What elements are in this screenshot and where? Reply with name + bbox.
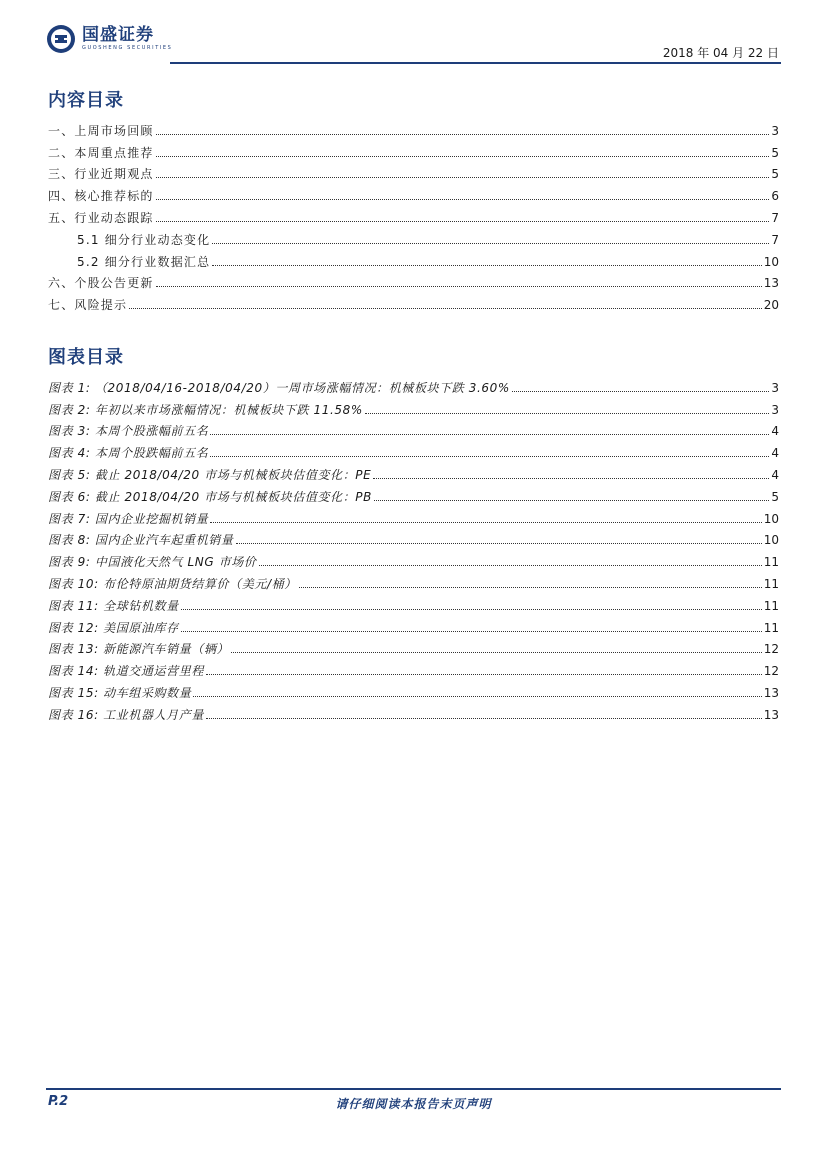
- toc-page-number: 11: [763, 555, 779, 570]
- toc-entry-label: 图表 1: （2018/04/16-2018/04/20）一周市场涨幅情况：机械板块下跌 3.60%: [48, 380, 510, 395]
- dot-leader: [210, 433, 769, 435]
- toc-page-number: 11: [763, 620, 779, 635]
- toc-page-number: 5: [771, 167, 779, 182]
- dot-leader: [206, 673, 762, 675]
- toc-entry-label: 5.2 细分行业数据汇总: [77, 254, 211, 269]
- toc-page-number: 10: [763, 533, 779, 548]
- figure-toc-entry[interactable]: [48, 482, 779, 504]
- figure-toc-entry[interactable]: [48, 438, 779, 460]
- toc-entry-label: 一、上周市场回顾: [48, 123, 154, 138]
- logo-english-name: GUOSHENG SECURITIES: [82, 45, 173, 51]
- toc-page-number: 4: [771, 424, 779, 439]
- disclaimer-note: 请仔细阅读本报告末页声明: [335, 1097, 492, 1111]
- page-number: P.2: [48, 1094, 69, 1109]
- toc-entry-label: 5.1 细分行业动态变化: [77, 232, 211, 247]
- dot-leader: [156, 155, 770, 157]
- figure-toc-title: 图表目录: [48, 347, 124, 368]
- toc-entry-label: 二、本周重点推荐: [48, 145, 154, 160]
- report-date: 2018 年 04 月 22 日: [662, 46, 779, 60]
- guosheng-logo-icon: [46, 24, 76, 54]
- page-header: [0, 0, 827, 64]
- toc-page-number: 20: [763, 298, 779, 313]
- company-logo: [46, 24, 172, 54]
- toc-page-number: 12: [763, 664, 779, 679]
- header-divider: [170, 62, 781, 64]
- toc-page-number: 13: [763, 707, 779, 722]
- toc-entry-label: 图表 3: 本周个股涨幅前五名: [48, 424, 209, 439]
- dot-leader: [365, 412, 769, 414]
- toc-entry[interactable]: [48, 247, 779, 269]
- toc-page-number: 12: [763, 642, 779, 657]
- toc-page-number: 3: [771, 380, 779, 395]
- content-toc: [48, 116, 779, 312]
- toc-entry-label: 七、风险提示: [48, 298, 128, 313]
- figure-toc-entry[interactable]: [48, 460, 779, 482]
- toc-entry[interactable]: [48, 290, 779, 312]
- dot-leader: [212, 242, 769, 244]
- dot-leader: [181, 630, 762, 632]
- dot-leader: [129, 307, 762, 309]
- toc-entry-label: 图表 5: 截止 2018/04/20 市场与机械板块估值变化：PE: [48, 467, 372, 482]
- toc-entry-label: 图表 8: 国内企业汽车起重机销量: [48, 533, 234, 548]
- figure-toc-entry[interactable]: [48, 613, 779, 635]
- toc-entry-label: 图表 14: 轨道交通运营里程: [48, 664, 204, 679]
- figure-toc-entry[interactable]: [48, 700, 779, 722]
- toc-entry[interactable]: [48, 160, 779, 182]
- toc-entry[interactable]: [48, 116, 779, 138]
- dot-leader: [373, 477, 769, 479]
- figure-toc-entry[interactable]: [48, 526, 779, 548]
- toc-entry-label: 五、行业动态跟踪: [48, 210, 154, 225]
- toc-entry-label: 三、行业近期观点: [48, 167, 154, 182]
- toc-page-number: 3: [771, 402, 779, 417]
- dot-leader: [181, 608, 762, 610]
- figure-toc-entry[interactable]: [48, 417, 779, 439]
- toc-page-number: 6: [771, 189, 779, 204]
- toc-page-number: 11: [763, 576, 779, 591]
- toc-page-number: 4: [771, 446, 779, 461]
- dot-leader: [210, 521, 761, 523]
- toc-entry[interactable]: [48, 269, 779, 291]
- dot-leader: [156, 198, 770, 200]
- dot-leader: [512, 390, 769, 392]
- figure-toc-entry[interactable]: [48, 635, 779, 657]
- figure-toc-entry[interactable]: [48, 504, 779, 526]
- toc-entry-label: 图表 16: 工业机器人月产量: [48, 707, 204, 722]
- figure-toc-entry[interactable]: [48, 656, 779, 678]
- toc-page-number: 10: [763, 511, 779, 526]
- dot-leader: [156, 220, 770, 222]
- toc-entry-label: 四、核心推荐标的: [48, 189, 154, 204]
- toc-page-number: 5: [771, 145, 779, 160]
- logo-chinese-name: 国盛证券: [82, 25, 154, 45]
- figure-toc-entry[interactable]: [48, 373, 779, 395]
- toc-entry-label: 图表 6: 截止 2018/04/20 市场与机械板块估值变化：PB: [48, 489, 372, 504]
- dot-leader: [156, 133, 770, 135]
- dot-leader: [299, 586, 762, 588]
- toc-page-number: 13: [763, 276, 779, 291]
- toc-page-number: 10: [763, 254, 779, 269]
- toc-page-number: 13: [763, 685, 779, 700]
- toc-page-number: 5: [771, 489, 779, 504]
- dot-leader: [156, 176, 770, 178]
- toc-entry-label: 图表 12: 美国原油库存: [48, 620, 179, 635]
- dot-leader: [212, 264, 761, 266]
- toc-page-number: 7: [771, 210, 779, 225]
- figure-toc-entry[interactable]: [48, 395, 779, 417]
- figure-toc-entry[interactable]: [48, 547, 779, 569]
- toc-page-number: 11: [763, 598, 779, 613]
- content-toc-title: 内容目录: [48, 90, 124, 111]
- figure-toc: [48, 373, 779, 722]
- toc-entry-label: 图表 2: 年初以来市场涨幅情况：机械板块下跌 11.58%: [48, 402, 363, 417]
- figure-toc-entry[interactable]: [48, 678, 779, 700]
- toc-entry-label: 图表 7: 国内企业挖掘机销量: [48, 511, 209, 526]
- toc-entry[interactable]: [48, 138, 779, 160]
- dot-leader: [231, 651, 762, 653]
- dot-leader: [206, 717, 762, 719]
- toc-entry[interactable]: [48, 181, 779, 203]
- toc-entry-label: 图表 15: 动车组采购数量: [48, 685, 192, 700]
- toc-page-number: 7: [771, 232, 779, 247]
- toc-entry[interactable]: [48, 203, 779, 225]
- toc-entry-label: 图表 13: 新能源汽车销量（辆）: [48, 642, 230, 657]
- toc-entry-label: 图表 4: 本周个股跌幅前五名: [48, 446, 209, 461]
- dot-leader: [259, 564, 762, 566]
- dot-leader: [374, 499, 769, 501]
- footer-divider: [46, 1088, 781, 1090]
- dot-leader: [210, 455, 769, 457]
- toc-entry-label: 图表 9: 中国液化天然气 LNG 市场价: [48, 555, 257, 570]
- figure-toc-entry[interactable]: [48, 569, 779, 591]
- toc-entry-label: 图表 10: 布伦特原油期货结算价（美元/桶）: [48, 576, 297, 591]
- toc-page-number: 4: [771, 467, 779, 482]
- toc-entry-label: 六、个股公告更新: [48, 276, 154, 291]
- dot-leader: [156, 285, 762, 287]
- figure-toc-entry[interactable]: [48, 591, 779, 613]
- dot-leader: [193, 695, 761, 697]
- dot-leader: [236, 542, 762, 544]
- toc-entry[interactable]: [48, 225, 779, 247]
- toc-entry-label: 图表 11: 全球钻机数量: [48, 598, 179, 613]
- toc-page-number: 3: [771, 123, 779, 138]
